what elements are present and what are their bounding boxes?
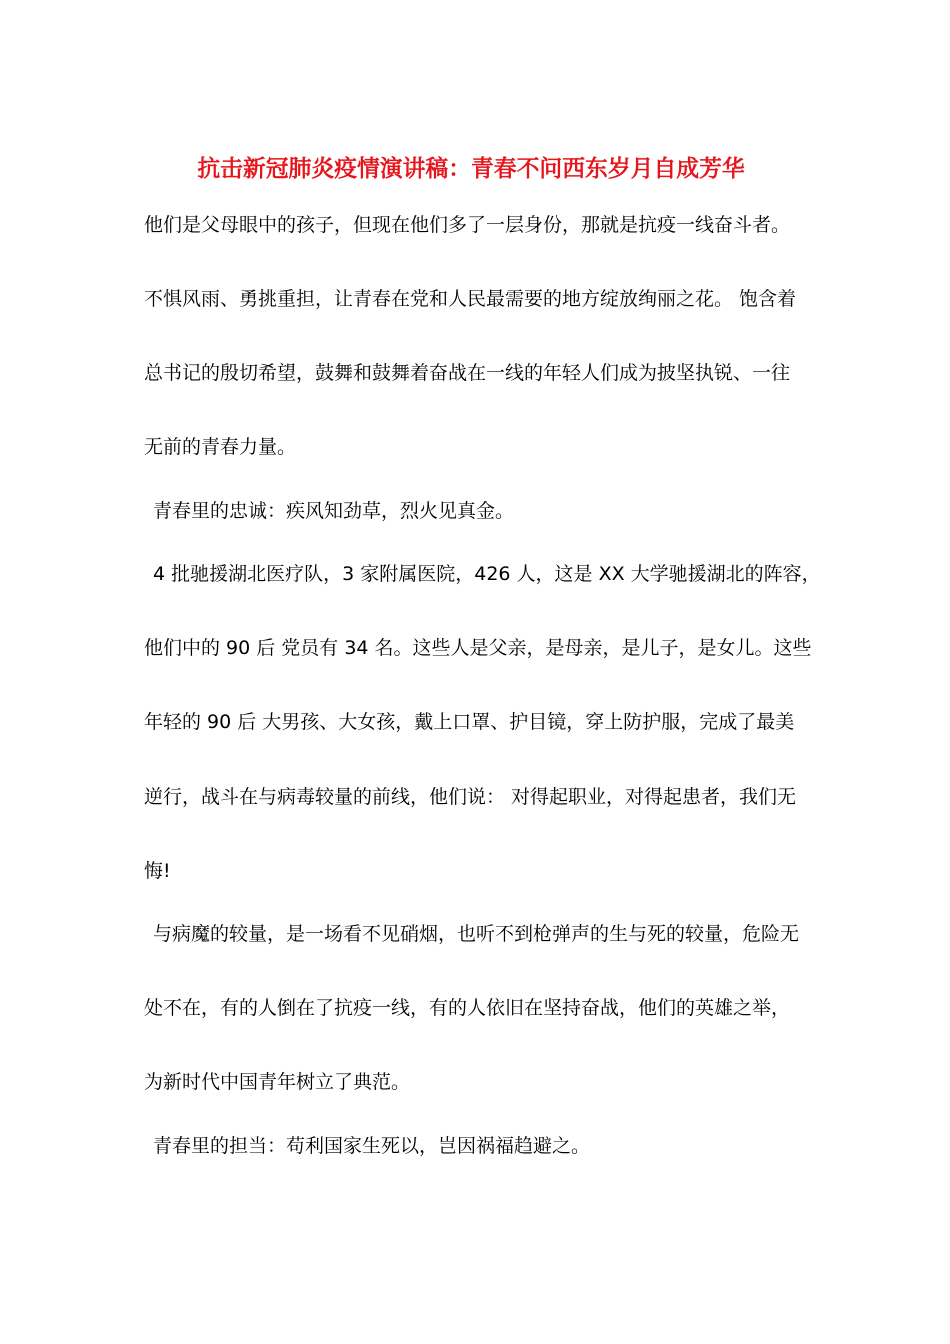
paragraph-line: 为新时代中国青年树立了典范。 — [144, 1071, 411, 1093]
paragraph-line: 悔! — [144, 860, 171, 882]
section-heading: 青春里的担当：苟利国家生死以，岂因祸福趋避之。 — [153, 1135, 591, 1157]
paragraph-line: 处不在，有的人倒在了抗疫一线，有的人依旧在坚持奋战，他们的英雄之举， — [144, 997, 791, 1019]
paragraph-line: 与病魔的较量，是一场看不见硝烟，也听不到枪弹声的生与死的较量，危险无 — [153, 923, 800, 945]
paragraph-line: 他们是父母眼中的孩子，但现在他们多了一层身份，那就是抗疫一线奋斗者。 — [144, 214, 791, 236]
paragraph-line: 4 批驰援湖北医疗队，3 家附属医院，426 人，这是 XX 大学驰援湖北的阵容， — [153, 563, 821, 585]
document-title: 抗击新冠肺炎疫情演讲稿：青春不问西东岁月自成芳华 — [197, 155, 745, 182]
section-heading: 青春里的忠诚：疾风知劲草，烈火见真金。 — [153, 500, 515, 522]
paragraph-line: 他们中的 90 后 党员有 34 名。这些人是父亲，是母亲，是儿子，是女儿。这些 — [144, 637, 812, 659]
paragraph-line: 不惧风雨、勇挑重担，让青春在党和人民最需要的地方绽放绚丽之花。 饱含着 — [144, 288, 797, 310]
paragraph-line: 逆行，战斗在与病毒较量的前线，他们说： 对得起职业，对得起患者，我们无 — [144, 786, 797, 808]
paragraph-line: 总书记的殷切希望，鼓舞和鼓舞着奋战在一线的年轻人们成为披坚执锐、一往 — [144, 362, 791, 384]
paragraph-line: 年轻的 90 后 大男孩、大女孩，戴上口罩、护目镜，穿上防护服，完成了最美 — [144, 711, 795, 733]
paragraph-line: 无前的青春力量。 — [144, 436, 297, 458]
